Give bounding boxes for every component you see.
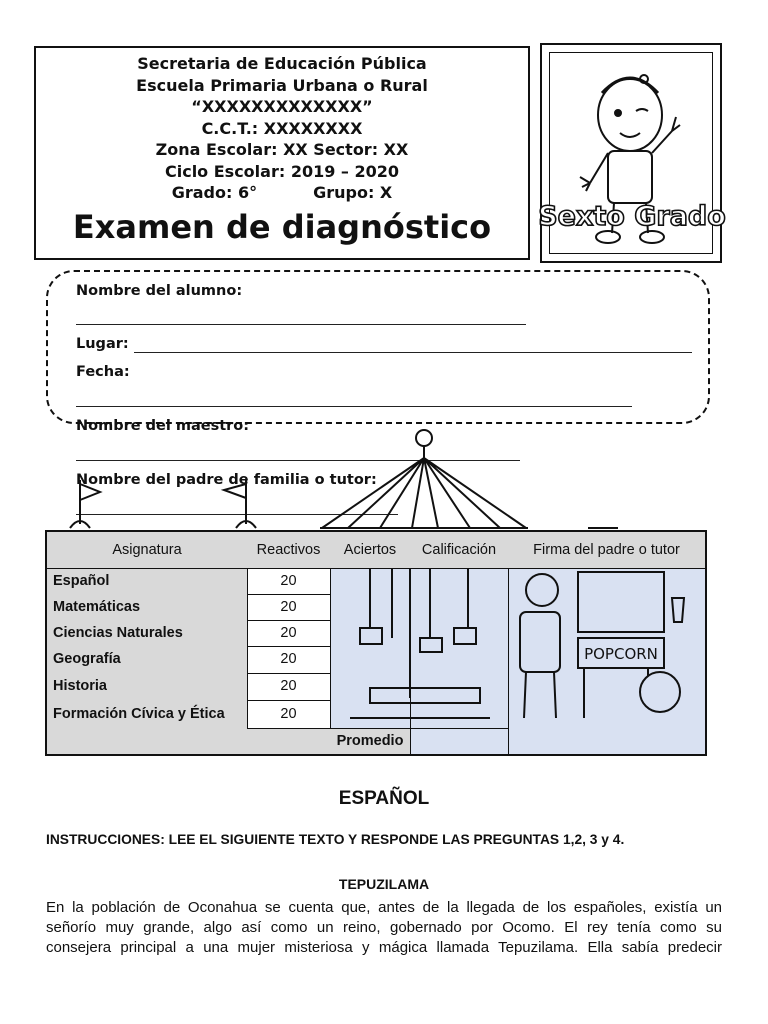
child-waving-icon bbox=[538, 53, 726, 256]
story-text bbox=[46, 898, 722, 958]
subject-historia: Historia bbox=[53, 678, 107, 694]
popcorn-sign-text: POPCORN bbox=[584, 645, 658, 663]
reactivos-value: 20 bbox=[247, 673, 330, 701]
promedio-value-field[interactable] bbox=[410, 728, 508, 754]
school-header bbox=[34, 46, 530, 260]
date-field[interactable] bbox=[76, 406, 632, 407]
story-line: En la población de Oconahua se cuenta que, antes de la llegada de los españoles, existía un bbox=[46, 899, 722, 916]
place-field[interactable] bbox=[134, 352, 692, 353]
reactivos-value: 20 bbox=[247, 568, 330, 595]
teacher-name-label: Nombre del maestro: bbox=[76, 418, 250, 434]
subject-ciencias: Ciencias Naturales bbox=[53, 625, 183, 641]
place-label: Lugar: bbox=[76, 336, 129, 352]
col-header-asignatura: Asignatura bbox=[112, 542, 182, 558]
subject-espanol: Español bbox=[53, 573, 110, 589]
col-header-reactivos: Reactivos bbox=[256, 542, 321, 558]
header-line: Ciclo Escolar: 2019 – 2020 bbox=[164, 161, 400, 181]
col-header-firma: Firma del padre o tutor bbox=[533, 542, 680, 558]
story-title: TEPUZILAMA bbox=[338, 876, 430, 892]
grade-group-line bbox=[36, 182, 528, 204]
reactivos-value: 20 bbox=[280, 706, 297, 722]
grid-line bbox=[247, 568, 248, 728]
grupo-label: Grupo: X bbox=[313, 183, 393, 202]
sexto-grado-illustration bbox=[538, 43, 726, 263]
story-line: señorío muy grande, algo así como un reino, gobernado por Ocomo. El rey tenía como su bbox=[46, 919, 722, 936]
reactivos-value: 20 bbox=[247, 594, 330, 621]
grades-table bbox=[45, 530, 707, 756]
col-header-aciertos: Aciertos bbox=[343, 542, 397, 558]
header-line: C.C.T.: XXXXXXXX bbox=[201, 118, 363, 138]
illustration-frame bbox=[538, 52, 726, 254]
subject-geografia: Geografía bbox=[53, 651, 121, 667]
header-line: Escuela Primaria Urbana o Rural bbox=[136, 75, 428, 95]
header-line: Zona Escolar: XX Sector: XX bbox=[155, 140, 409, 159]
date-label: Fecha: bbox=[76, 364, 130, 380]
promedio-label: Promedio bbox=[336, 733, 404, 749]
parent-name-label: Nombre del padre de familia o tutor: bbox=[76, 472, 377, 488]
student-name-label: Nombre del alumno: bbox=[76, 283, 243, 299]
subject-matematicas: Matemáticas bbox=[53, 599, 141, 615]
instructions: INSTRUCCIONES: LEE EL SIGUIENTE TEXTO Y RESPONDE LAS PREGUNTAS 1,2, 3 y 4. bbox=[46, 832, 625, 847]
popcorn-cart-icon bbox=[508, 568, 705, 754]
reactivos-value: 20 bbox=[247, 620, 330, 647]
swing-ride-icon bbox=[330, 568, 508, 728]
section-title: ESPAÑOL bbox=[338, 788, 430, 809]
header-line: “XXXXXXXXXXXXX” bbox=[191, 97, 373, 116]
reactivos-value: 20 bbox=[247, 646, 330, 674]
col-header-calificacion: Calificación bbox=[421, 542, 497, 558]
story-line: consejera principal a una mujer misteriosa y mágica llamada Tepuzilama. Ella sabía predecir bbox=[46, 939, 722, 956]
exam-title: Examen de diagnóstico bbox=[72, 207, 492, 246]
grado-label: Grado: 6° bbox=[171, 183, 258, 202]
sexto-grado-badge-text: Sexto Grado bbox=[538, 201, 726, 232]
carousel-illustration bbox=[40, 424, 720, 532]
header-line: Secretaria de Educación Pública bbox=[137, 54, 427, 73]
subject-civica: Formación Cívica y Ética bbox=[53, 706, 225, 722]
student-name-field[interactable] bbox=[76, 324, 526, 325]
